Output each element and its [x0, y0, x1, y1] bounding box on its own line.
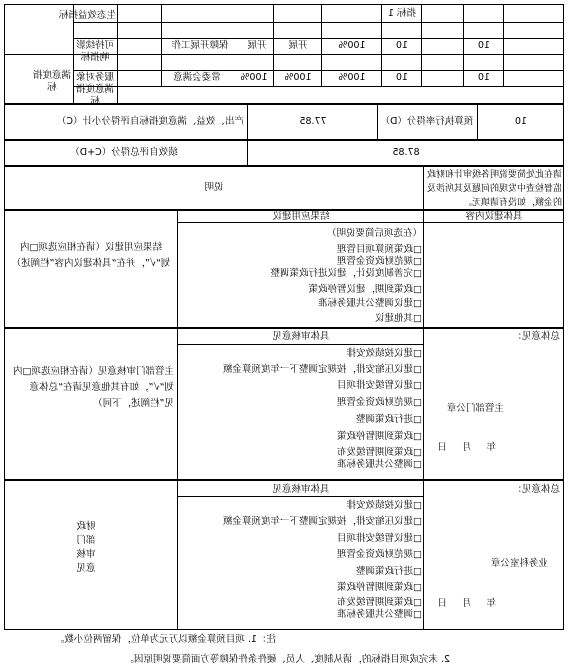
- finance-office-stamp: 业务科室公章: [490, 558, 548, 569]
- output-subtotal-value: 77.85: [299, 116, 327, 127]
- finance-option[interactable]: □调整公共服务标准: [337, 609, 422, 620]
- finance-review-label: 财政部门审核意见: [76, 521, 96, 574]
- note-1: 注：1. 项目预算金额以万元为单位，保留两位小数。: [54, 634, 276, 645]
- result-col-left-sub: （在选项后简要说明）: [326, 228, 422, 239]
- dept-option[interactable]: □建议暂缓安排项目: [337, 380, 422, 391]
- dept-review-col-header: 具体审核意见: [272, 331, 330, 342]
- dept-option[interactable]: □进行政策调整: [356, 414, 422, 425]
- dept-option[interactable]: □政策到期暂缓发布: [337, 447, 422, 458]
- row1-unit: 开展: [247, 40, 267, 51]
- row1-rate: 100%: [338, 40, 366, 51]
- result-option[interactable]: □完善制度设计，建议进行政策调整: [270, 268, 422, 279]
- finance-option[interactable]: □进行政策调整: [356, 566, 422, 577]
- row2-score: 10: [477, 72, 491, 83]
- indicator-col-header: 指标 1: [387, 8, 417, 19]
- result-option[interactable]: □建议调整公共服务标准: [318, 298, 422, 309]
- result-option[interactable]: □政策到期，建议暂停政策: [308, 284, 422, 295]
- dept-option[interactable]: □调整公共服务标准: [337, 459, 422, 470]
- dept-option[interactable]: □规范财政资金管理: [337, 397, 422, 408]
- explanation-text: 请在此处简要说明各级审计和财政监督检查中发现的问题及其所涉及的金额，如没有请填无。: [426, 170, 562, 208]
- finance-option[interactable]: □建议暂缓安排项目: [337, 533, 422, 544]
- row2-unit: 100%: [240, 72, 268, 83]
- result-application-label: 结果应用建议（请在相应选项□内划“√”，并在“具体建议内容”栏阐述）: [11, 242, 171, 269]
- row2-name: 常委会满意: [173, 72, 221, 83]
- explanation-label: 说明: [204, 182, 224, 193]
- row1-value: 开展: [288, 40, 308, 51]
- dept-overall-label: 总体意见：: [512, 331, 560, 342]
- finance-option[interactable]: □建议压缩安排，按规定调整下一年度预算金额: [223, 516, 422, 527]
- row2-weight: 10: [395, 72, 409, 83]
- row1-name: 保障开展工作: [171, 40, 229, 51]
- note-2: 2. 未完成项目指标的，请从制度、人员、硬件条件保障等方面简要说明原因。: [124, 654, 450, 665]
- row1-weight: 10: [395, 40, 409, 51]
- sustainable-group-label: 生态效益指标: [58, 10, 116, 21]
- row2-value: 100%: [284, 72, 312, 83]
- result-option[interactable]: □规范财政资金管理: [337, 256, 422, 267]
- budget-exec-label: 预算执行率得分（D）: [380, 116, 474, 127]
- dept-date: 年 月 日: [431, 442, 496, 453]
- result-option[interactable]: □政策预算项目管理: [337, 244, 422, 255]
- result-col-left-header: 结果应用建议: [272, 211, 330, 222]
- dept-option[interactable]: □建议按绩效安排: [346, 348, 422, 359]
- finance-option[interactable]: □政策到期暂停政策: [337, 582, 422, 593]
- output-subtotal-label: 产出、效益、满意度指标自评得分小计（C）: [56, 116, 244, 127]
- service-satisfaction-label: 服务对象满意度指标: [76, 72, 115, 107]
- satisfaction-group-label: 满意度指标: [33, 70, 72, 93]
- finance-review-col-header: 具体审核意见: [272, 484, 330, 495]
- finance-option[interactable]: □政策到期暂缓发布: [337, 597, 422, 608]
- row2-rate: 100%: [338, 72, 366, 83]
- total-score-value: 87.85: [392, 147, 420, 158]
- total-score-label: 绩效自评总得分（C+D）: [70, 147, 178, 158]
- row1-score: 10: [477, 40, 491, 51]
- result-col-right-header-visible: 具体建议内容: [465, 211, 523, 222]
- dept-option[interactable]: □政策到期暂停政策: [337, 431, 422, 442]
- result-option[interactable]: □其他建议: [375, 313, 422, 324]
- finance-option[interactable]: □规范财政资金管理: [337, 549, 422, 560]
- finance-option[interactable]: □建议按绩效安排: [346, 500, 422, 511]
- budget-exec-score: 10: [514, 116, 528, 127]
- dept-office-stamp: 主管部门公章: [446, 403, 504, 414]
- finance-overall-label: 总体意见：: [512, 484, 560, 495]
- dept-review-label: 主管部门审核意见（请在相应选项□内划“√”，如有其他意见请在“总体意见”栏阐述，下同）: [13, 366, 174, 409]
- finance-date: 年 月 日: [431, 598, 496, 609]
- sustainable-label: 可持续影响指标: [76, 40, 115, 63]
- dept-option[interactable]: □建议压缩安排，按规定调整下一年度预算金额: [223, 364, 422, 375]
